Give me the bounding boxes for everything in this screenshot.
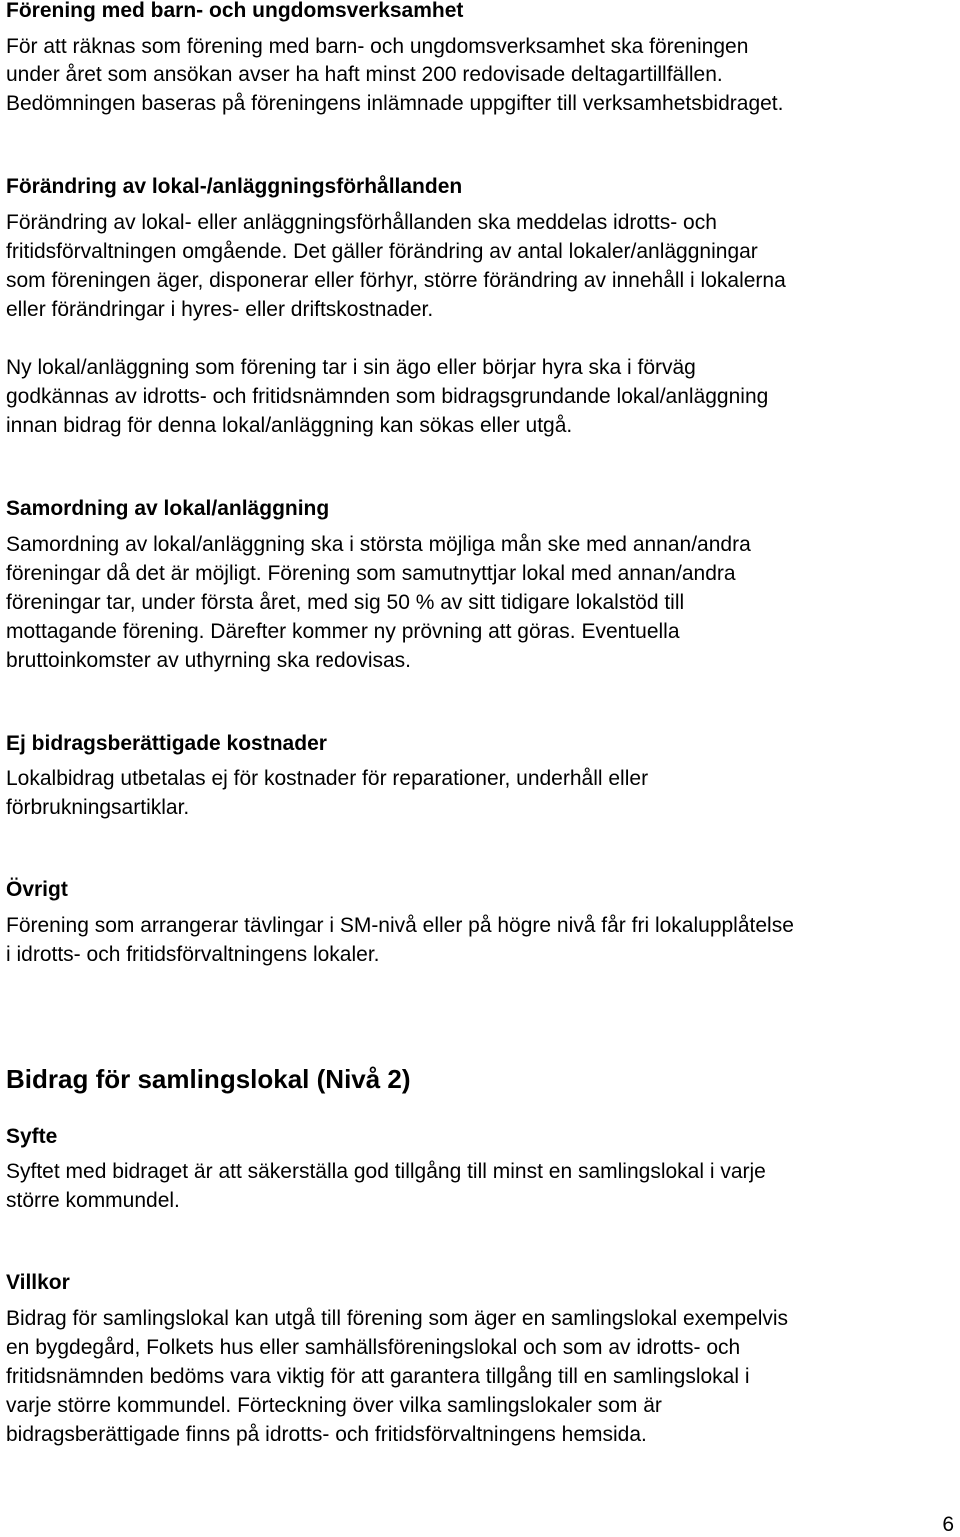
heading-samordning: Samordning av lokal/anläggning xyxy=(6,497,330,520)
text-line: Samordning av lokal/anläggning ska i största möjliga mån ske med annan/andra xyxy=(6,533,751,556)
text-line: Lokalbidrag utbetalas ej för kostnader för reparationer, underhåll eller xyxy=(6,767,649,790)
text-line: bruttoinkomster av uthyrning ska redovisas. xyxy=(6,649,412,672)
text-line: För att räknas som förening med barn- och ungdomsverksamhet ska föreningen xyxy=(6,35,749,58)
text-line: Förändring av lokal- eller anläggningsförhållanden ska meddelas idrotts- och xyxy=(6,211,717,234)
text-line: föreningar tar, under första året, med sig 50 % av sitt tidigare lokalstöd till xyxy=(6,591,685,614)
text-line: godkännas av idrotts- och fritidsnämnden som bidragsgrundande lokal/anläggning xyxy=(6,385,769,408)
text-line: större kommundel. xyxy=(6,1189,180,1212)
text-line: Förening som arrangerar tävlingar i SM-nivå eller på högre nivå får fri lokalupplåtelse xyxy=(6,914,794,937)
heading-samlingslokal: Bidrag för samlingslokal (Nivå 2) xyxy=(6,1064,411,1094)
text-line: fritidsnämnden bedöms vara viktig för att garantera tillgång till en samlingslokal i xyxy=(6,1365,750,1388)
text-line: som föreningen äger, disponerar eller förhyr, större förändring av innehåll i lokalerna xyxy=(6,269,786,292)
heading-ej-bidrag: Ej bidragsberättigade kostnader xyxy=(6,732,327,755)
text-line: Bidrag för samlingslokal kan utgå till förening som äger en samlingslokal exempelvis xyxy=(6,1307,789,1330)
text-line: bidragsberättigade finns på idrotts- och fritidsförvaltningens hemsida. xyxy=(6,1423,647,1446)
heading-ovrigt: Övrigt xyxy=(6,878,68,901)
text-line: mottagande förening. Därefter kommer ny prövning att göras. Eventuella xyxy=(6,620,680,643)
text-line: Syftet med bidraget är att säkerställa god tillgång till minst en samlingslokal i varje xyxy=(6,1160,766,1183)
text-line: under året som ansökan avser ha haft minst 200 redovisade deltagartillfällen. xyxy=(6,63,723,86)
text-line: innan bidrag för denna lokal/anläggning kan sökas eller utgå. xyxy=(6,414,573,437)
text-line: föreningar då det är möjligt. Förening som samutnyttjar lokal med annan/andra xyxy=(6,562,736,585)
text-line: i idrotts- och fritidsförvaltningens lokaler. xyxy=(6,943,380,966)
text-line: fritidsförvaltningen omgående. Det gäller förändring av antal lokaler/anläggningar xyxy=(6,240,758,263)
text-line: eller förändringar i hyres- eller driftskostnader. xyxy=(6,298,434,321)
heading-syfte: Syfte xyxy=(6,1125,58,1148)
heading-villkor: Villkor xyxy=(6,1271,70,1294)
heading-forandring: Förändring av lokal-/anläggningsförhållanden xyxy=(6,175,463,198)
text-line: Bedömningen baseras på föreningens inlämnade uppgifter till verksamhetsbidraget. xyxy=(6,92,784,115)
text-line: en bygdegård, Folkets hus eller samhällsföreningslokal och som av idrotts- och xyxy=(6,1336,741,1359)
heading-forening-barn: Förening med barn- och ungdomsverksamhet xyxy=(6,0,464,22)
text-line: varje större kommundel. Förteckning över vilka samlingslokaler som är xyxy=(6,1394,662,1417)
page-number: 6 xyxy=(942,1513,954,1536)
text-line: Ny lokal/anläggning som förening tar i sin ägo eller börjar hyra ska i förväg xyxy=(6,356,696,379)
text-line: förbrukningsartiklar. xyxy=(6,796,190,819)
